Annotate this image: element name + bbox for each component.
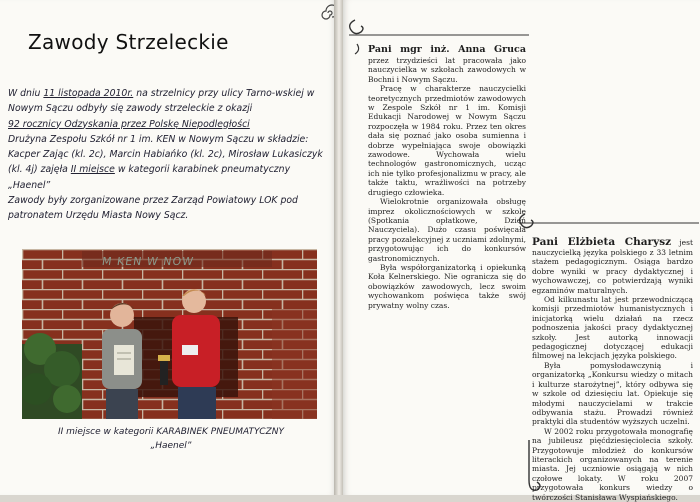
page-title: Zawody Strzeleckie — [28, 30, 229, 54]
photo-caption — [40, 425, 302, 453]
article-intro: jest nauczycielką języka polskiego z 33 letnim stażem pedagogicznym. Osiąga bardzo dobre wyniki w pracy dydaktycznej i wychowawczej, co potwierdzają wyniki egzaminów maturalnych. — [532, 238, 693, 295]
article-paragraph: Od kilkunastu lat jest przewodniczącą komisji przedmiotów humanistycznych i inicjatorką wielu działań na rzecz podnoszenia jakości pracy dydaktycznej szkoły. Jest autorką innowacji pedagogicznej dotyczącej edukacji filmowej na lekcjach języka polskiego. — [532, 295, 693, 361]
article-paragraph: Pracę w charakterze nauczycielki teoretycznych przedmiotów zawodowych w Zespole Szkół nr 1 im. Komisji Edukacji Narodowej w Nowym Sączu rozpoczęła w 1984 roku. Przez ten okres dała się poznać jako osoba sumienna i dobrze wypełniająca swoje obowiązki zawodowe. Wychowała wielu technologów gastronomicznych, ucząc ich nie tylko profesjonalizmu w pracy, ale także taktu, wrażliwości na potrzeby drugiego człowieka. — [368, 84, 526, 197]
handwritten-paragraph — [8, 132, 324, 193]
underlined-text: 92 rocznicy Odzyskania przez Polskę Niepodległości — [8, 118, 250, 130]
article-anna-gruca — [368, 44, 526, 310]
handwritten-paragraph — [8, 117, 324, 132]
article-intro: przez trzydzieści lat pracowała jako nauczycielka w szkołach zawodowych w Bochni i Nowym Sączu. — [368, 56, 526, 84]
handwritten-paragraph — [8, 86, 324, 117]
handwritten-span: w kategorii karabinek pneumatyczny „Haenel” — [8, 164, 291, 191]
handwritten-paragraph — [8, 193, 324, 224]
underlined-text: 11 listopada 2010r. — [43, 88, 134, 99]
photo-caption-line2: „Haenel” — [150, 441, 192, 451]
handwritten-span: na strzelnicy przy ulicy Tarno-wskiej w Nowym Sączu odbyły się zawody strzeleckie z okazji — [8, 88, 315, 115]
article-elzbieta-charysz — [532, 236, 693, 502]
article-name: Pani Elżbieta Charysz — [532, 236, 672, 248]
article-paragraph: Wielokrotnie organizowała obsługę imprez okolicznościowych w szkole (Spotkania opłatkowe, Dzień Nauczyciela). Dużo czasu poświęcała pracy pozalekcyjnej z uczniami zdolnymi, przygotowując ich do konkursów gastronomicznych. — [368, 197, 526, 263]
article-paragraph: Była współorganizatorką i opiekunką Koła Kelnerskiego. Nie ogranicza się do obowiązków zawodowych, lecz swoim wychowankom poświęca także swój prywatny wolny czas. — [368, 262, 526, 310]
article-paragraph: Była pomysłodawczynią i organizatorką „Konkursu wiedzy o mitach i kulturze starożytnej”, który odbywa się w szkole od dziesięciu lat. Opiekuje się młodymi nauczycielami w trakcie odbywania stażu. Prowadzi również praktyki dla studentów wyższych uczelni. — [532, 360, 693, 427]
brick-wall — [22, 249, 317, 419]
article-paragraph: W 2002 roku przygotowała monografię na jubileusz pięćdziesięciolecia szkoły. Przygotowuje młodzież do konkursów literackich organizowanych na terenie miasta. Jej uczniowie osiągają w nich czołowe lokaty. W roku 2007 przygotowała konkurs wiedzy o twórczości Stanisława Wyspiańskiego. — [532, 426, 693, 502]
handwritten-span: Zawody były zorganizowane przez Zarząd Powiatowy LOK pod patronatem Urzędu Miasta Nowy Sącz. — [8, 195, 298, 222]
underlined-text: II miejsce — [70, 164, 115, 176]
photo-caption-line1: II miejsce w kategorii KARABINEK PNEUMATYCZNY — [57, 427, 284, 437]
handwritten-span: Drużyna Zespołu Szkół nr 1 im. KEN w Nowym Sączu w składzie: Kacper Zając (kl. 2c), Marcin Habiańko (kl. 2c), Mirosław Lukasiczyk (kl. 4j) zajęła — [8, 133, 323, 176]
school-sign: M KEN W NOW — [101, 255, 195, 268]
article-name: Pani mgr inż. Anna Gruca — [368, 44, 526, 55]
team-photo — [22, 249, 317, 419]
handwritten-text — [8, 86, 324, 224]
left-page — [0, 0, 336, 495]
handwritten-span: W dniu — [8, 88, 44, 99]
